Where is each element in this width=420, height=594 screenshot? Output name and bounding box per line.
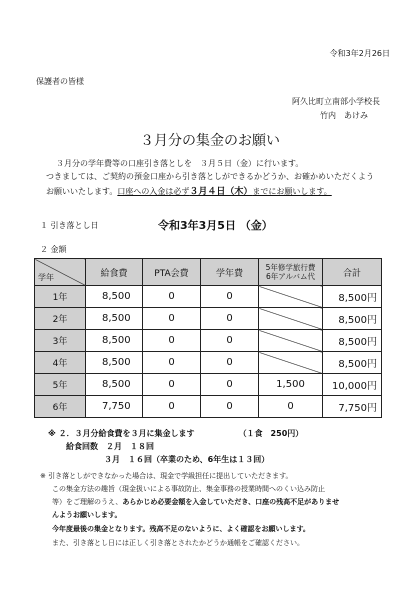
page-title: ３月分の集金のお願い [140, 133, 280, 149]
gakunen-fee-cell: 0 [201, 308, 259, 330]
trip-album-cell [259, 352, 323, 374]
grade-cell: 4年 [35, 352, 86, 374]
lunch-fee-cell: 8,500 [86, 308, 143, 330]
trip-album-cell [259, 286, 323, 308]
total-cell: 7,750円 [323, 396, 382, 418]
pta-fee-cell: 0 [143, 286, 201, 308]
intro-line-3: お願いいたします。口座への入金は必ず３月４日（木）までにお願いします。 [46, 187, 332, 197]
section2-label: ２ 金額 [40, 245, 67, 254]
grade-cell: 1年 [35, 286, 86, 308]
header-corner: 学年 [35, 259, 86, 286]
note-line-3: 等）をご理解のうえ、あらかじめ必要金額を入金していただき、口座の残高不足がありませ [52, 498, 340, 506]
gakunen-fee-cell: 0 [201, 396, 259, 418]
lunch-fee-cell: 8,500 [86, 374, 143, 396]
lunch-note-line-2: 給食回数 ２月 １８回 [66, 442, 154, 451]
gakunen-fee-cell: 0 [201, 374, 259, 396]
pta-fee-cell: 0 [143, 330, 201, 352]
header-trip-album: 5年修学旅行費 6年アルバム代 [259, 259, 323, 286]
section1-label: １ 引き落とし日 [40, 221, 99, 230]
sender-name: 竹内 あけみ [320, 111, 368, 120]
gakunen-fee-cell: 0 [201, 330, 259, 352]
total-cell: 8,500円 [323, 330, 382, 352]
fee-table [34, 258, 382, 418]
table-row [35, 396, 382, 418]
intro-line-2: つきましては、ご契約の預金口座から引き落としができるかどうか、お確かめいただくよう [46, 172, 374, 181]
trip-album-cell [259, 330, 323, 352]
total-cell: 8,500円 [323, 308, 382, 330]
header-gakunen: 学年費 [201, 259, 259, 286]
issue-date: 令和3年2月26日 [329, 49, 390, 58]
total-cell: 8,500円 [323, 286, 382, 308]
table-row [35, 374, 382, 396]
table-row [35, 308, 382, 330]
note-line-4: んようお願いします。 [52, 511, 122, 519]
lunch-fee-cell: 8,500 [86, 352, 143, 374]
lunch-fee-cell: 8,500 [86, 286, 143, 308]
header-pta: PTA会費 [143, 259, 201, 286]
trip-album-cell: 1,500 [259, 374, 323, 396]
lunch-note-line-1: ※ ２．３月分給食費を３月に集金します （１食 250円） [48, 429, 304, 438]
trip-album-cell [259, 308, 323, 330]
note-line-5: 今年度最後の集金となります。残高不足のないように、よく確認をお願いします。 [52, 525, 310, 533]
note-line-1: ※ 引き落としができなかった場合は、現金で学級担任に提出していただきます。 [40, 472, 293, 480]
lunch-fee-cell: 7,750 [86, 396, 143, 418]
intro-line-1: ３月分の学年費等の口座引き落としを ３月５日（金）に行います。 [56, 159, 304, 168]
deposit-deadline: ３月４日（木） [189, 187, 253, 197]
deposit-deadline-notice: 口座への入金は必ず [117, 187, 190, 196]
table-row [35, 352, 382, 374]
fee-table-header [35, 259, 382, 286]
withdrawal-date: 令和3年3月5日 （金） [158, 219, 273, 232]
pta-fee-cell: 0 [143, 308, 201, 330]
sender-school: 阿久比町立南部小学校長 [292, 97, 380, 106]
grade-cell: 3年 [35, 330, 86, 352]
grade-cell: 6年 [35, 396, 86, 418]
table-row [35, 286, 382, 308]
lunch-note-line-3: ３月 １６回（卒業のため、6年生は１３回） [104, 455, 270, 464]
gakunen-fee-cell: 0 [201, 352, 259, 374]
recipient: 保護者の皆様 [36, 77, 84, 86]
pta-fee-cell: 0 [143, 396, 201, 418]
pta-fee-cell: 0 [143, 374, 201, 396]
header-total: 合計 [323, 259, 382, 286]
grade-cell: 5年 [35, 374, 86, 396]
header-lunch: 給食費 [86, 259, 143, 286]
table-row [35, 330, 382, 352]
total-cell: 10,000円 [323, 374, 382, 396]
grade-cell: 2年 [35, 308, 86, 330]
trip-album-cell: 0 [259, 396, 323, 418]
lunch-fee-cell: 8,500 [86, 330, 143, 352]
gakunen-fee-cell: 0 [201, 286, 259, 308]
note-line-2: この集金方法の趣旨（現金扱いによる事故防止、集金事務の授業時間へのくい込み防止 [52, 485, 325, 493]
total-cell: 8,500円 [323, 352, 382, 374]
pta-fee-cell: 0 [143, 352, 201, 374]
note-line-6: また、引き落とし日には正しく引き落とされたかどうか通帳をご確認ください。 [52, 539, 304, 547]
